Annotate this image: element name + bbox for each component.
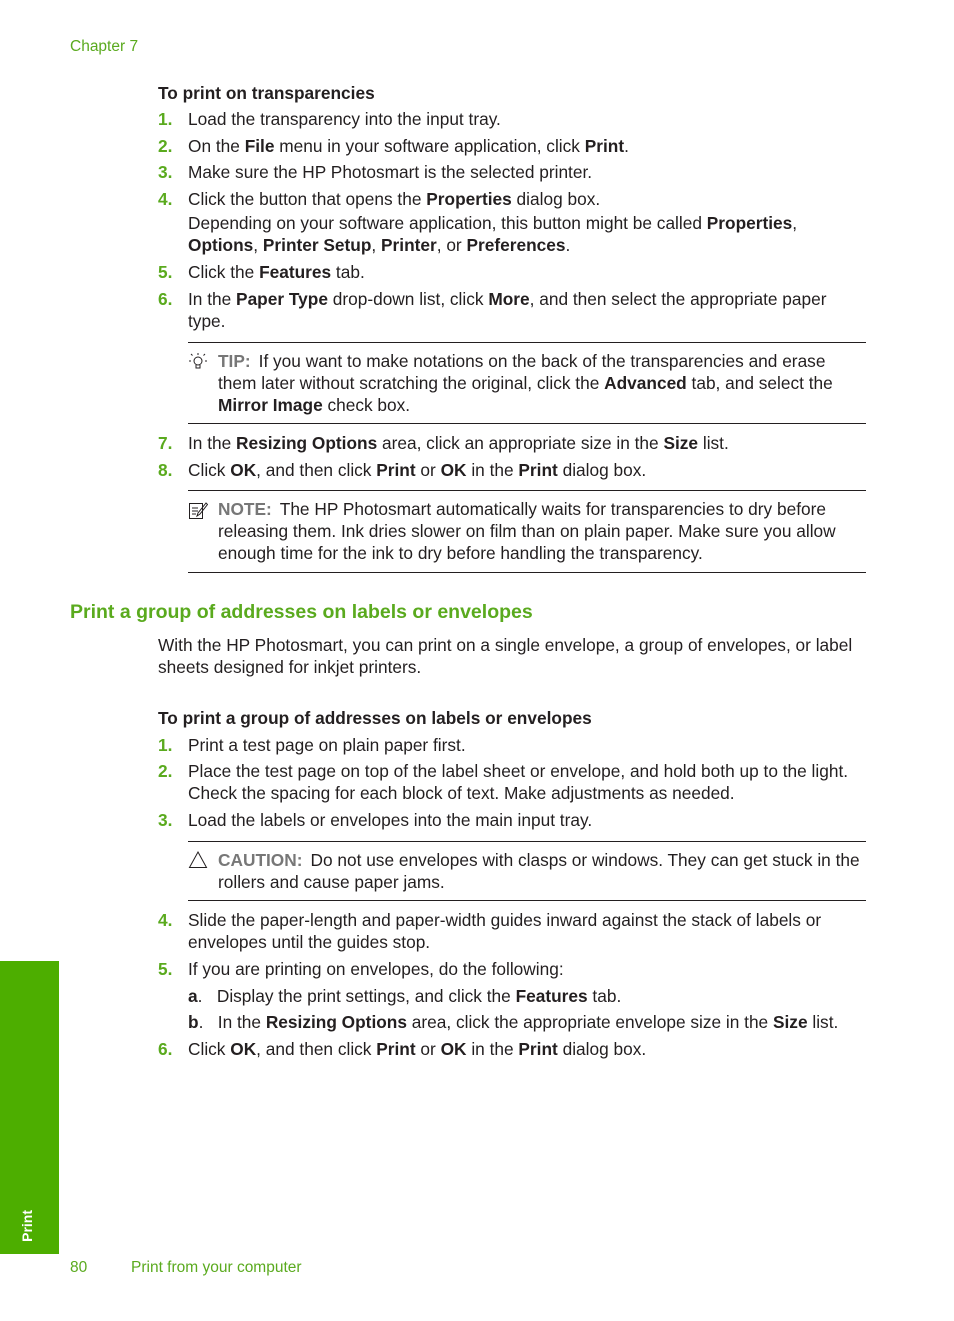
step-number: 6. <box>158 1039 173 1059</box>
ui-term: Print <box>584 136 625 156</box>
step-number: 3. <box>158 162 173 182</box>
tip-text-part: tab, and select the <box>686 373 833 393</box>
warning-triangle-icon <box>188 850 208 870</box>
ui-term: Printer Setup <box>262 235 372 255</box>
ui-term: OK <box>230 460 257 480</box>
ui-term: Resizing Options <box>236 433 378 453</box>
step-text: , and then select the appropriate paper type. <box>188 289 827 331</box>
step-number: 6. <box>158 289 173 309</box>
note-text <box>218 491 866 570</box>
chapter-label: Chapter 7 <box>70 38 139 55</box>
section-intro: With the HP Photosmart, you can print on a single envelope, a group of envelopes, or label sheets designed for inkjet printers. <box>158 635 853 677</box>
step-item <box>158 958 868 980</box>
step-item <box>158 108 868 130</box>
procedure-title: To print on transparencies <box>158 83 375 103</box>
ui-term: Size <box>663 433 699 453</box>
step-text: In the <box>188 289 237 309</box>
section-heading: Print a group of addresses on labels or envelopes <box>70 601 533 623</box>
step-text: Depending on your software application, this button might be called <box>188 213 707 233</box>
side-tab <box>0 961 59 1254</box>
step-text: Click the button that opens the <box>188 189 427 209</box>
tip-box <box>188 342 866 424</box>
step-text: dialog box. <box>557 460 647 480</box>
ui-term: File <box>244 136 275 156</box>
sub-step-item: a. Display the print settings, and click the Features tab. <box>188 986 622 1006</box>
ui-term: OK <box>440 460 467 480</box>
note-label: NOTE: <box>218 499 272 519</box>
step-text: , or <box>436 235 467 255</box>
step-text: Slide the paper-length and paper-width guides inward against the stack of labels or envelopes until the guides stop. <box>188 910 822 952</box>
step-item <box>158 909 868 953</box>
step-text: or <box>415 460 441 480</box>
step-item <box>158 261 868 283</box>
side-tab-label: Print <box>19 1210 35 1242</box>
step-text: Click the <box>188 262 260 282</box>
step-text: Load the transparency into the input tray. <box>188 109 501 129</box>
ui-term: Resizing Options <box>265 1012 407 1032</box>
step-text: Make sure the HP Photosmart is the selected printer. <box>188 162 593 182</box>
page-number: 80 <box>70 1259 88 1276</box>
step-text: or <box>415 1039 441 1059</box>
ui-term: OK <box>230 1039 257 1059</box>
step-text: menu in your software application, click <box>274 136 585 156</box>
step-text: On the <box>188 136 245 156</box>
caution-box <box>188 841 866 901</box>
step-text: area, click an appropriate size in the <box>377 433 664 453</box>
step-item <box>158 734 868 756</box>
step-item <box>158 1038 868 1060</box>
step-item <box>158 288 868 332</box>
step-item <box>158 432 868 454</box>
procedure-title: To print a group of addresses on labels or envelopes <box>158 708 592 728</box>
step-text: , and then click <box>256 1039 377 1059</box>
ui-term: More <box>488 289 530 309</box>
ui-term: Print <box>518 460 558 480</box>
ui-term: Features <box>515 986 588 1006</box>
step-text: , <box>253 235 263 255</box>
step-text: in the <box>466 1039 519 1059</box>
step-item <box>158 161 868 183</box>
ui-term: Size <box>772 1012 808 1032</box>
step-text: dialog box. <box>557 1039 647 1059</box>
ui-term: Preferences <box>466 235 566 255</box>
ui-term: Properties <box>706 213 793 233</box>
tip-text-part: check box. <box>322 395 411 415</box>
step-number: 4. <box>158 189 173 209</box>
step-text: . <box>565 235 571 255</box>
step-number: 8. <box>158 460 173 480</box>
note-pad-icon <box>188 501 208 521</box>
note-box <box>188 490 866 573</box>
step-text: In the <box>217 1012 266 1032</box>
step-detail <box>188 212 838 256</box>
step-number: 7. <box>158 433 173 453</box>
step-text: Click <box>188 460 231 480</box>
step-text: area, click the appropriate envelope size in the <box>406 1012 773 1032</box>
step-item <box>158 188 868 256</box>
step-text: tab. <box>331 262 365 282</box>
ui-term: Print <box>518 1039 558 1059</box>
ui-term: Print <box>376 460 416 480</box>
ui-term: Features <box>259 262 332 282</box>
step-text: Load the labels or envelopes into the main input tray. <box>188 810 593 830</box>
step-item <box>158 760 868 804</box>
step-number: 5. <box>158 262 173 282</box>
tip-text <box>218 343 866 422</box>
step-text: list. <box>807 1012 839 1032</box>
step-text: dialog box. <box>511 189 601 209</box>
ui-term: Printer <box>381 235 437 255</box>
note-text-part: The HP Photosmart automatically waits for transparencies to dry before releasing them. Ink dries slower on film than on plain paper. Make sure you allow enough time for the ink to dry before handling the transparency. <box>218 499 836 563</box>
ui-term: Print <box>376 1039 416 1059</box>
ui-term: Paper Type <box>236 289 328 309</box>
step-number: 2. <box>158 761 173 781</box>
step-text: In the <box>188 433 237 453</box>
ui-term: Properties <box>426 189 512 209</box>
tip-text-part: If you want to make notations on the back of the transparencies and erase them later without scratching the original, click the <box>218 351 826 393</box>
caution-text-part: Do not use envelopes with clasps or windows. They can get stuck in the rollers and cause paper jams. <box>218 850 860 892</box>
step-number: 1. <box>158 735 173 755</box>
step-text: Display the print settings, and click the <box>216 986 516 1006</box>
tip-label: TIP: <box>218 351 251 371</box>
lightbulb-icon <box>188 352 208 372</box>
step-item <box>158 135 868 157</box>
step-text: If you are printing on envelopes, do the following: <box>188 959 564 979</box>
step-text: . <box>624 136 629 156</box>
ui-term: Mirror Image <box>218 395 323 415</box>
step-number: 1. <box>158 109 173 129</box>
step-text: in the <box>466 460 519 480</box>
step-text: , <box>371 235 382 255</box>
step-text: , and then click <box>256 460 377 480</box>
step-text: drop-down list, click <box>327 289 489 309</box>
step-text: Click <box>188 1039 231 1059</box>
step-text: Place the test page on top of the label sheet or envelope, and hold both up to the light. Check the spacing for each block of text. Make adjustments as needed. <box>188 761 849 803</box>
sub-step-letter: b <box>188 1012 199 1032</box>
step-number: 3. <box>158 810 173 830</box>
step-number: 4. <box>158 910 173 930</box>
step-item <box>158 809 868 831</box>
footer-title: Print from your computer <box>131 1259 302 1276</box>
step-number: 5. <box>158 959 173 979</box>
step-number: 2. <box>158 136 173 156</box>
ui-term: Options <box>188 235 254 255</box>
caution-label: CAUTION: <box>218 850 303 870</box>
ui-term: OK <box>440 1039 467 1059</box>
ui-term: Advanced <box>604 373 687 393</box>
step-text: list. <box>698 433 729 453</box>
step-text: Print a test page on plain paper first. <box>188 735 466 755</box>
step-text: tab. <box>587 986 622 1006</box>
sub-step-item: b. In the Resizing Options area, click the appropriate envelope size in the Size list. <box>188 1012 839 1032</box>
caution-text <box>218 842 866 899</box>
step-item <box>158 459 868 481</box>
sub-step-letter: a <box>188 986 198 1006</box>
step-text: , <box>792 213 798 233</box>
